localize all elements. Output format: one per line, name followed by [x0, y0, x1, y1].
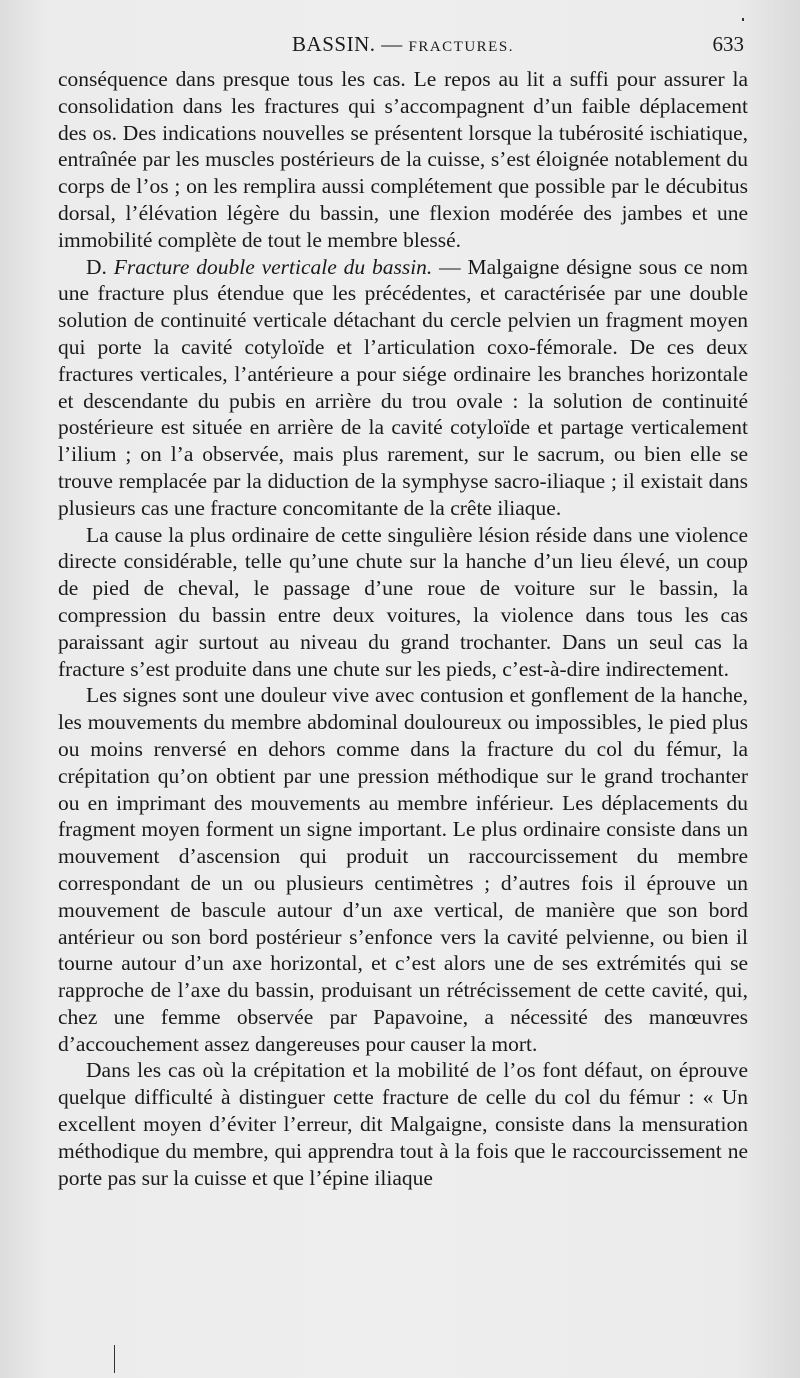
- running-title-separator: —: [381, 32, 403, 56]
- print-speck: [742, 18, 744, 21]
- section-title: Fracture double verticale du bassin.: [113, 254, 433, 279]
- page-header: [58, 30, 748, 60]
- page-body: [58, 66, 748, 1191]
- paragraph: conséquence dans presque tous les cas. Le repos au lit a suffi pour assurer la consolidation dans les fractures qui s’accompagnent d’un faible déplacement des os. Des indications nouvelles se présentent lorsque la tubérosité ischiatique, entraînée par les muscles postérieurs de la cuisse, s’est éloignée notablement du corps de l’os ; on les remplira aussi complétement que possible par le décubitus dorsal, l’élévation légère du bassin, une flexion modérée des jambes et une immobilité complète de tout le membre blessé.: [58, 67, 748, 252]
- page-number: 633: [712, 32, 744, 56]
- running-head: [58, 32, 748, 57]
- section-text: — Malgaigne désigne sous ce nom une fracture plus étendue que les précédentes, et caractérisée par une double solution de continuité verticale détachant du cercle pelvien un fragment moyen qui porte la cavité cotyloïde et l’articulation coxo-fémorale. De ces deux fractures verticales, l’antérieure a pour siége ordinaire les branches horizontale et descendante du pubis en arrière du trou ovale : la solution de continuité postérieure est située en arrière de la cavité cotyloïde et partage verticalement l’ilium ; on l’a observée, mais plus rarement, sur le sacrum, ou bien elle se trouve remplacée par la diduction de la symphyse sacro-iliaque ; il existait dans plusieurs cas une fracture concomitante de la crête iliaque.: [58, 254, 748, 520]
- running-subtitle: FRACTURES.: [408, 39, 514, 55]
- paragraph-section-d: [58, 254, 748, 522]
- running-title: BASSIN.: [292, 32, 376, 56]
- section-label: D.: [86, 254, 107, 279]
- scan-mark: [114, 1345, 115, 1373]
- paragraph: Dans les cas où la crépitation et la mobilité de l’os font défaut, on éprouve quelque difficulté à distinguer cette fracture de celle du col du fémur : « Un excellent moyen d’éviter l’erreur, dit Malgaigne, consiste dans la mensuration méthodique du membre, qui apprendra tout à la fois que le raccourcissement ne porte pas sur la cuisse et que l’épine iliaque: [58, 1058, 748, 1190]
- paragraph: La cause la plus ordinaire de cette singulière lésion réside dans une violence directe considérable, telle qu’une chute sur la hanche d’un lieu élevé, un coup de pied de cheval, le passage d’une roue de voiture sur le bassin, la compression du bassin entre deux voitures, la violence dans tous les cas paraissant agir surtout au niveau du grand trochanter. Dans un seul cas la fracture s’est produite dans une chute sur les pieds, c’est-à-dire indirectement.: [58, 522, 748, 681]
- paragraph: Les signes sont une douleur vive avec contusion et gonflement de la hanche, les mouvements du membre abdominal douloureux ou impossibles, le pied plus ou moins renversé en dehors comme dans la fracture du col du fémur, la crépitation qu’on obtient par une pression méthodique sur le grand trochanter ou en imprimant des mouvements au membre inférieur. Les déplacements du fragment moyen forment un signe important. Le plus ordinaire consiste dans un mouvement d’ascension qui produit un raccourcissement du membre correspondant de un ou plusieurs centimètres ; d’autres fois il éprouve un mouvement de bascule autour d’un axe vertical, de manière que son bord antérieur ou son bord postérieur s’enfonce vers la cavité pelvienne, ou bien il tourne autour d’un axe horizontal, et c’est alors une de ses extrémités qui se rapproche de l’axe du bassin, produisant un rétrécissement de cette cavité, qui, chez une femme observée par Papavoine, a nécessité des manœuvres d’accouchement assez dangereuses pour causer la mort.: [58, 683, 748, 1056]
